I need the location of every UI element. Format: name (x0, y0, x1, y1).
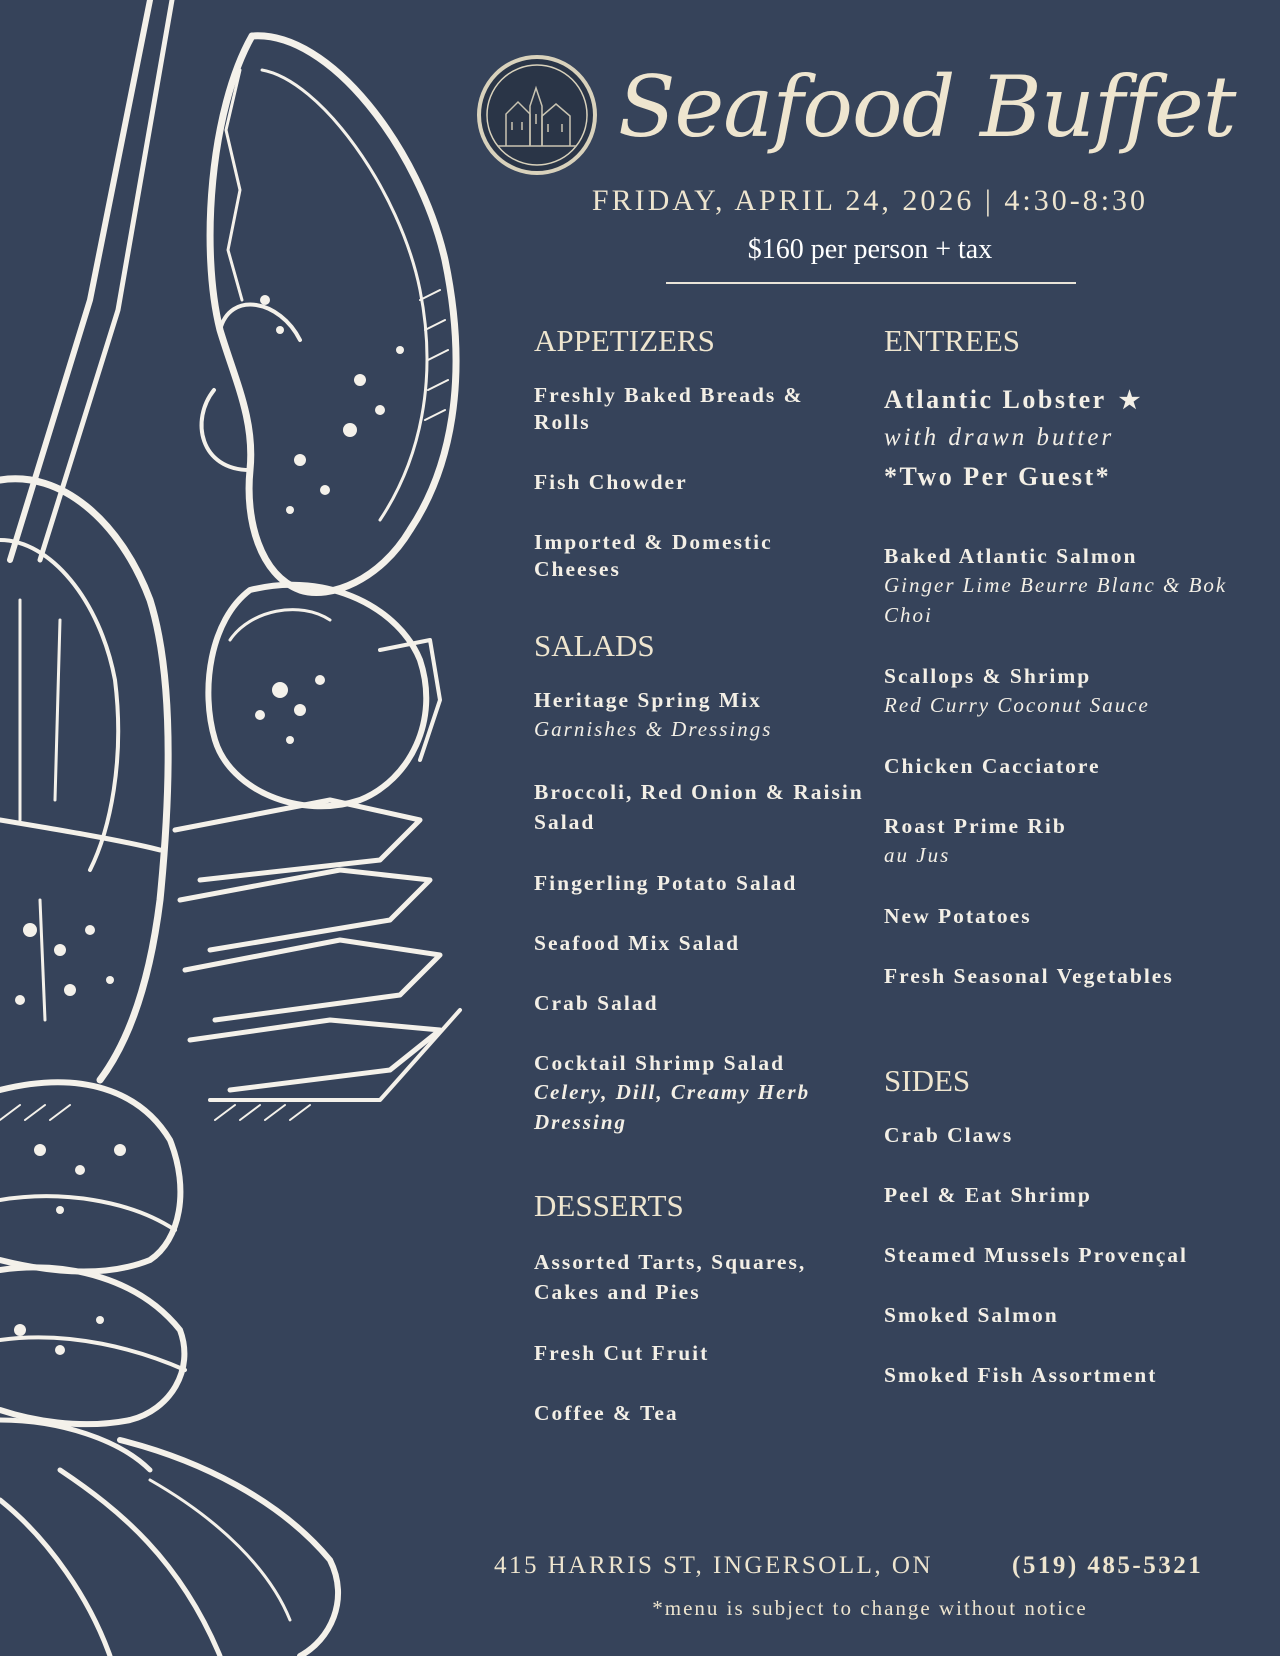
menu-item (534, 1050, 864, 1137)
item-name: Steamed Mussels Provençal (884, 1243, 1188, 1267)
menu-item (884, 543, 1280, 630)
menu-item (884, 663, 1280, 720)
item-name: Fingerling Potato Salad (534, 871, 798, 895)
item-name: Coffee & Tea (534, 1401, 679, 1425)
menu-item (534, 529, 864, 583)
menu-item (534, 870, 864, 897)
item-description: Ginger Lime Beurre Blanc & Bok Choi (884, 573, 1228, 627)
salads-section (534, 627, 864, 1137)
item-name: Broccoli, Red Onion & Raisin Salad (534, 780, 864, 834)
lobster-illustration (0, 0, 500, 1656)
section-heading: SALADS (534, 628, 655, 663)
event-date-time: FRIDAY, APRIL 24, 2026 | 4:30-8:30 (591, 184, 1149, 217)
item-name: Freshly Baked Breads & Rolls (534, 383, 804, 434)
section-heading: SIDES (884, 1063, 971, 1098)
menu-item (884, 753, 1280, 780)
item-description: au Jus (884, 843, 951, 867)
appetizers-section (534, 322, 864, 583)
menu-item (884, 963, 1280, 990)
item-description: Garnishes & Dressings (534, 717, 773, 741)
item-name: Chicken Cacciatore (884, 754, 1101, 778)
price: $160 per person + tax (747, 234, 993, 265)
menu-item (884, 813, 1280, 870)
item-name: Smoked Salmon (884, 1303, 1059, 1327)
item-name: Smoked Fish Assortment (884, 1363, 1158, 1387)
item-note: *Two Per Guest* (884, 462, 1112, 491)
disclaimer: *menu is subject to change without notice (652, 1596, 1088, 1620)
item-name: Roast Prime Rib (884, 814, 1067, 838)
phone-number: (519) 485-5321 (1012, 1552, 1204, 1579)
item-name: Atlantic Lobster (884, 385, 1107, 414)
menu-item (534, 687, 864, 744)
item-name: Crab Salad (534, 991, 659, 1015)
left-column (534, 322, 864, 1460)
menu-item (884, 1362, 1280, 1389)
item-name: Heritage Spring Mix (534, 688, 762, 712)
menu-item (534, 930, 864, 957)
item-name: Fresh Cut Fruit (534, 1341, 710, 1365)
menu-item (884, 1182, 1280, 1209)
menu-item (534, 1400, 864, 1427)
menu-item (534, 1247, 864, 1307)
item-name: Fish Chowder (534, 470, 688, 494)
menu-item (534, 469, 864, 496)
section-heading: APPETIZERS (534, 323, 715, 358)
item-name: New Potatoes (884, 904, 1032, 928)
menu-item (884, 1242, 1280, 1269)
star-icon: ★ (1118, 388, 1143, 414)
item-name: Peel & Eat Shrimp (884, 1183, 1092, 1207)
menu-item (534, 777, 864, 837)
item-name: Seafood Mix Salad (534, 931, 741, 955)
item-description: Red Curry Coconut Sauce (884, 693, 1150, 717)
item-name: Scallops & Shrimp (884, 664, 1092, 688)
item-name: Assorted Tarts, Squares, Cakes and Pies (534, 1250, 807, 1304)
section-heading: ENTREES (884, 323, 1021, 358)
address: 415 HARRIS ST, INGERSOLL, ON (494, 1552, 933, 1579)
menu-item (534, 990, 864, 1017)
entrees-section (884, 322, 1280, 990)
menu-item (884, 1302, 1280, 1329)
item-name: Crab Claws (884, 1123, 1014, 1147)
desserts-section (534, 1187, 864, 1427)
sides-section (884, 1062, 1280, 1389)
menu-item (884, 903, 1280, 930)
featured-item (884, 382, 1280, 497)
menu-item (534, 382, 864, 436)
featured-item-name (884, 382, 1280, 419)
item-name: Baked Atlantic Salmon (884, 544, 1138, 568)
house-logo-badge (476, 54, 598, 176)
item-description: Celery, Dill, Creamy Herb Dressing (534, 1080, 811, 1134)
item-name: Cocktail Shrimp Salad (534, 1051, 786, 1075)
menu-item (884, 1122, 1280, 1149)
item-description: with drawn butter (884, 424, 1115, 451)
section-heading: DESSERTS (534, 1188, 684, 1223)
item-name: Fresh Seasonal Vegetables (884, 964, 1174, 988)
menu-title: Seafood Buffet (618, 58, 1236, 156)
header-divider (666, 282, 1076, 284)
right-column (884, 322, 1280, 1422)
menu-item (534, 1340, 864, 1367)
item-name: Imported & Domestic Cheeses (534, 530, 773, 581)
